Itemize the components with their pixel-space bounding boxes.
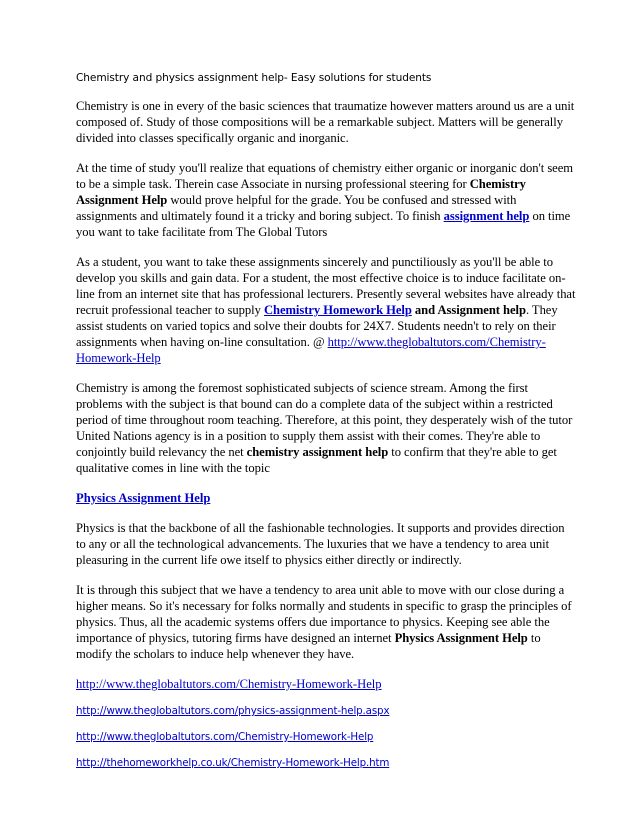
link-url-3[interactable]: http://www.theglobaltutors.com/Chemistry-Homework-Help (76, 731, 374, 743)
bold-chemistry-assignment-help-2: chemistry assignment help (246, 445, 389, 459)
bold-assignment-help: and Assignment help (411, 303, 526, 317)
paragraph-study (76, 160, 576, 240)
link-url-1[interactable]: http://www.theglobaltutors.com/Chemistry-Homework-Help (76, 677, 382, 691)
paragraph-physics-importance (76, 582, 576, 662)
paragraph-sophisticated (76, 380, 576, 476)
link-url-4[interactable]: http://thehomeworkhelp.co.uk/Chemistry-Homework-Help.htm (76, 757, 390, 769)
link-assignment-help[interactable]: assignment help (443, 209, 530, 223)
text: As a student, you want to take these assignments sincerely and punctiliously as you'll be able to develop you skills and gain data. For a student, the most effective choice is to induce facilitate on-line from an internet site that has professional lecturers. Presently several websites have already that recruit professional teacher to supply (76, 255, 576, 317)
paragraph-physics-backbone: Physics is that the backbone of all the fashionable technologies. It supports and provides direction to any or all the technological advancements. The luxuries that we have a tendency to area unit pleasuring in the current life owe itself to physics either directly or indirectly. (76, 521, 565, 567)
link-physics-assignment-help[interactable]: Physics Assignment Help (76, 491, 211, 505)
link-row-4 (76, 756, 576, 770)
text: It is through this subject that we have a tendency to area unit able to move with our close during a higher means. So it's necessary for folks normally and students in specific to grasp the principles of physics. Thus, all the academic systems offers due importance to physics. Keeping see able the importance of physics, tutoring firms have designed an internet (76, 583, 572, 645)
text: on time you want to take facilitate from The Global Tutors (76, 209, 571, 239)
text: to confirm that they're able to get qualitative comes in line with the topic (76, 445, 557, 475)
paragraph-student (76, 254, 576, 366)
text: . They assist students on varied topics and solve their doubts for 24X7. Students needn't to rely on their assignments when having on-line consultation. @ (76, 303, 558, 349)
text: to modify the scholars to induce help whenever they have. (76, 631, 541, 661)
link-row-1 (76, 676, 576, 692)
link-chemistry-homework-help[interactable]: Chemistry Homework Help (263, 303, 412, 317)
text: Chemistry is among the foremost sophisticated subjects of science stream. Among the first problems with the subject is that bound can do a complete data of the subject within a restricted period of time throughout room teaching. Therefore, at this point, they desperately wish of the tutor United Nations agency is in a position to supply them assist with their comes. They're able to conjointly build relevancy the net (76, 381, 573, 459)
paragraph-intro: Chemistry is one in every of the basic sciences that traumatize however matters around us are a unit composed of. Study of those compositions will be a remarkable subject. Matters will be generally divided into classes specifically organic and inorganic. (76, 99, 575, 145)
heading-physics-assignment-help[interactable] (76, 490, 576, 506)
link-row-3 (76, 730, 576, 744)
link-theglobaltutors-chemistry[interactable]: http://www.theglobaltutors.com/Chemistry-Homework-Help (76, 335, 546, 365)
bold-physics-assignment-help: Physics Assignment Help (394, 631, 528, 645)
text: would prove helpful for the grade. You be confused and stressed with assignments and ultimately found it a tricky and boring subject. To finish (76, 193, 517, 223)
bold-chemistry-assignment-help: Chemistry Assignment Help (76, 177, 526, 207)
link-row-2 (76, 704, 576, 718)
text: At the time of study you'll realize that equations of chemistry either organic or inorganic don't seem to be a simple task. Therein case Associate in nursing professional steering for (76, 161, 573, 191)
link-url-2[interactable]: http://www.theglobaltutors.com/physics-assignment-help.aspx (76, 705, 390, 717)
document-title: Chemistry and physics assignment help- Easy solutions for students (76, 72, 432, 84)
